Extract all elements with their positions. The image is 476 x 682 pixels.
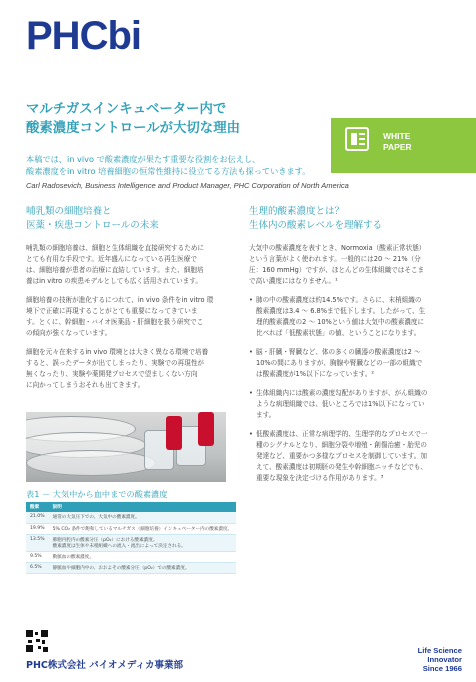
bullet-line: 生体組織内には酸素の濃度勾配がありますが、がん組織の (256, 389, 428, 397)
paragraph-line: 細胞培養の技術が進化するにつれて、in vivo 条件をin vitro 環 (26, 296, 214, 304)
author-byline: Carl Radosevich, Business Intelligence and Product Manager, PHC Corporation of North America (26, 181, 349, 190)
white-paper-badge (331, 118, 476, 173)
paragraph-line: 哺乳類の細胞培養は、細胞と生体組織を直接研究するために (26, 244, 205, 252)
table-cell-desc (49, 562, 237, 573)
desc-line: 酸素濃度は生体や末梢組織への流入・流出によって決定される。 (52, 543, 186, 549)
bullet-icon: • (249, 296, 253, 304)
document-icon (345, 127, 369, 151)
table-header-desc: 説明 (49, 502, 237, 512)
table-row (26, 551, 236, 562)
paragraph-line: すると、誤ったデータが出てしまったり、実験での再現性が (26, 359, 205, 367)
bullet-line: 10%の間にありますが、胸腺や腎臓などの一部の組織で (256, 359, 423, 367)
paragraph-line: 圧：160 mmHg）ですが、ほとんどの生体組織ではそこま (249, 266, 425, 274)
bullet-item (249, 347, 449, 380)
table-cell-value: 19.9% (26, 523, 49, 534)
qr-code-icon[interactable] (26, 630, 48, 652)
left-heading-line-2: 医薬・疾患コントロールの未来 (26, 220, 159, 231)
bullet-icon: • (249, 430, 253, 438)
bullet-icon: • (249, 348, 253, 356)
right-column (249, 205, 449, 492)
table-cell-value: 21.0% (26, 512, 49, 523)
bullet-line: 酸素濃度は3.4 ～ 6.8%まで低下します。したがって、生 (256, 307, 426, 315)
badge-line-1: WHITE (383, 131, 411, 141)
cell-culture-photo (26, 412, 226, 482)
tagline-line-3: Since 1966 (422, 664, 462, 673)
table-row (26, 523, 236, 534)
tagline-line-2: Innovator (427, 655, 462, 664)
page-title (26, 100, 326, 138)
paragraph (26, 243, 226, 287)
desc-line: 通常の大気圧下での、大気中の酸素濃度。 (52, 515, 140, 520)
table-title: 表1 － 大気中から血中までの酸素濃度 (26, 489, 168, 499)
paragraph-line: に向かってしまうおそれも出てきます。 (26, 381, 145, 389)
bullet-line: 肺の中の酸素濃度は約14.5%です。さらに、末梢組織の (256, 296, 422, 304)
paragraph-line: の傾向が強くなっています。 (26, 329, 112, 337)
intro-text (26, 153, 326, 177)
paragraph-line: 細胞を元々在来するin vivo 環境とは大きく異なる環境で培養 (26, 348, 209, 356)
paragraph-line: 無くなったり、実験や薬開発プロセスで望ましくない方向 (26, 370, 198, 378)
left-heading-line-1: 哺乳類の細胞培養と (26, 206, 112, 217)
bullet-line: は酸素濃度が1%以下になっています。² (256, 370, 375, 378)
paragraph-line: 境下で正確に再現することがとても重要になってきていま (26, 307, 198, 315)
oxygen-table (26, 502, 236, 574)
company-name: PHC株式会社 バイオメディカ事業部 (26, 660, 184, 671)
bullet-item (249, 429, 449, 484)
right-heading-line-2: 生体内の酸素レベルを理解する (249, 220, 383, 231)
paragraph-line: 養はin vitro の疾患モデルとしても広く活用されています。 (26, 277, 202, 285)
bullet-icon: • (249, 389, 253, 397)
bullet-line: 脳・肝臓・腎臓など、体の多くの臓器の酸素濃度は2 ～ (256, 348, 421, 356)
intro-line-1: 本稿では、in vivo で酸素濃度が果たす重要な役割をお伝えし、 (26, 154, 261, 164)
intro-line-2: 酸素濃度をin vitro 培養細胞の恒常性維持に役立てる方法も探っていきます。 (26, 166, 311, 176)
left-column-heading (26, 205, 226, 233)
desc-line: 動脈血の酸素濃度。 (52, 554, 94, 560)
paragraph (26, 295, 226, 339)
title-line-1: マルチガスインキュベーター内で (26, 102, 227, 117)
paragraph (26, 347, 226, 391)
badge-text (383, 131, 412, 153)
logo-text: PHCbi (26, 14, 141, 58)
paragraph-line: で高い濃度にはなりません。¹ (249, 277, 338, 285)
bullet-item (249, 388, 449, 421)
bullet-line: 理的酸素濃度の2 ～ 10%という値は大気中の酸素濃度に (256, 318, 425, 326)
bullet-line: 低酸素濃度は、正常な病理学的、生理学的なプロセスで一 (256, 430, 428, 438)
phcbi-logo (26, 14, 172, 58)
desc-line: 5% CO₂ 条件で飽和しているマルチガス（細胞培養）インキュベーター内の酸素濃度。 (52, 526, 233, 532)
table-header-row (26, 502, 236, 512)
bullet-line: 発達など、重要かつ多様なプロセスを制御しています。加 (256, 452, 427, 460)
table-cell-desc (49, 551, 237, 562)
table-header-value: 酸素 (26, 502, 49, 512)
badge-line-2: PAPER (383, 142, 412, 152)
paragraph-line: とても有用な手段です。近年盛んになっている再生医療で (26, 255, 197, 263)
bullet-line: 重要な現象を決定づける作用があります。³ (256, 474, 384, 482)
table-cell-value: 6.5% (26, 562, 49, 573)
desc-line: 静脈血や細胞内中の、おおよその酸素分圧（pO₂）での酸素濃度。 (52, 565, 190, 571)
table-cell-desc (49, 512, 237, 523)
bullet-line: ような病理組織では、低いところでは1%以下になってい (256, 400, 425, 408)
bullet-line: えて、酸素濃度は初期胚の発生や幹細胞ニッチなどでも、 (256, 463, 428, 471)
paragraph-line: す。とくに、幹細胞・バイオ医薬品・肝細胞を扱う研究でこ (26, 318, 204, 326)
table-row (26, 562, 236, 573)
table-cell-value: 13.5% (26, 534, 49, 551)
bullet-line: 比べれば「低酸素状態」の値、ということになります。 (256, 329, 421, 337)
left-column (26, 205, 226, 399)
title-line-2: 酸素濃度コントロールが大切な理由 (26, 121, 240, 136)
table-cell-value: 9.5% (26, 551, 49, 562)
tagline-line-1: Life Science (417, 646, 462, 655)
bullet-line: ます。 (256, 411, 276, 419)
paragraph-line: は、細胞培養が患者の治療に直結しています。また、細胞培 (26, 266, 204, 274)
bullet-item (249, 295, 449, 339)
table-cell-desc (49, 523, 237, 534)
table-cell-desc (49, 534, 237, 551)
right-heading-line-1: 生理的酸素濃度とは？ (249, 206, 345, 217)
right-column-heading (249, 205, 449, 233)
table-row (26, 534, 236, 551)
paragraph (249, 243, 449, 287)
paragraph-line: 大気中の酸素濃度を表すとき、Normoxia（酸素正常状態） (249, 244, 426, 252)
desc-line: 肺胞内腔内の酸素分圧（pO₂）における酸素濃度。 (52, 537, 158, 543)
tagline-logo (400, 646, 462, 673)
table-row (26, 512, 236, 523)
bullet-line: 種のシグナルとなり、細胞分裂や増殖・創傷治癒・胎児の (256, 441, 427, 449)
paragraph-line: という言葉がよく使われます。一般的には20 ～ 21%（分 (249, 255, 421, 263)
